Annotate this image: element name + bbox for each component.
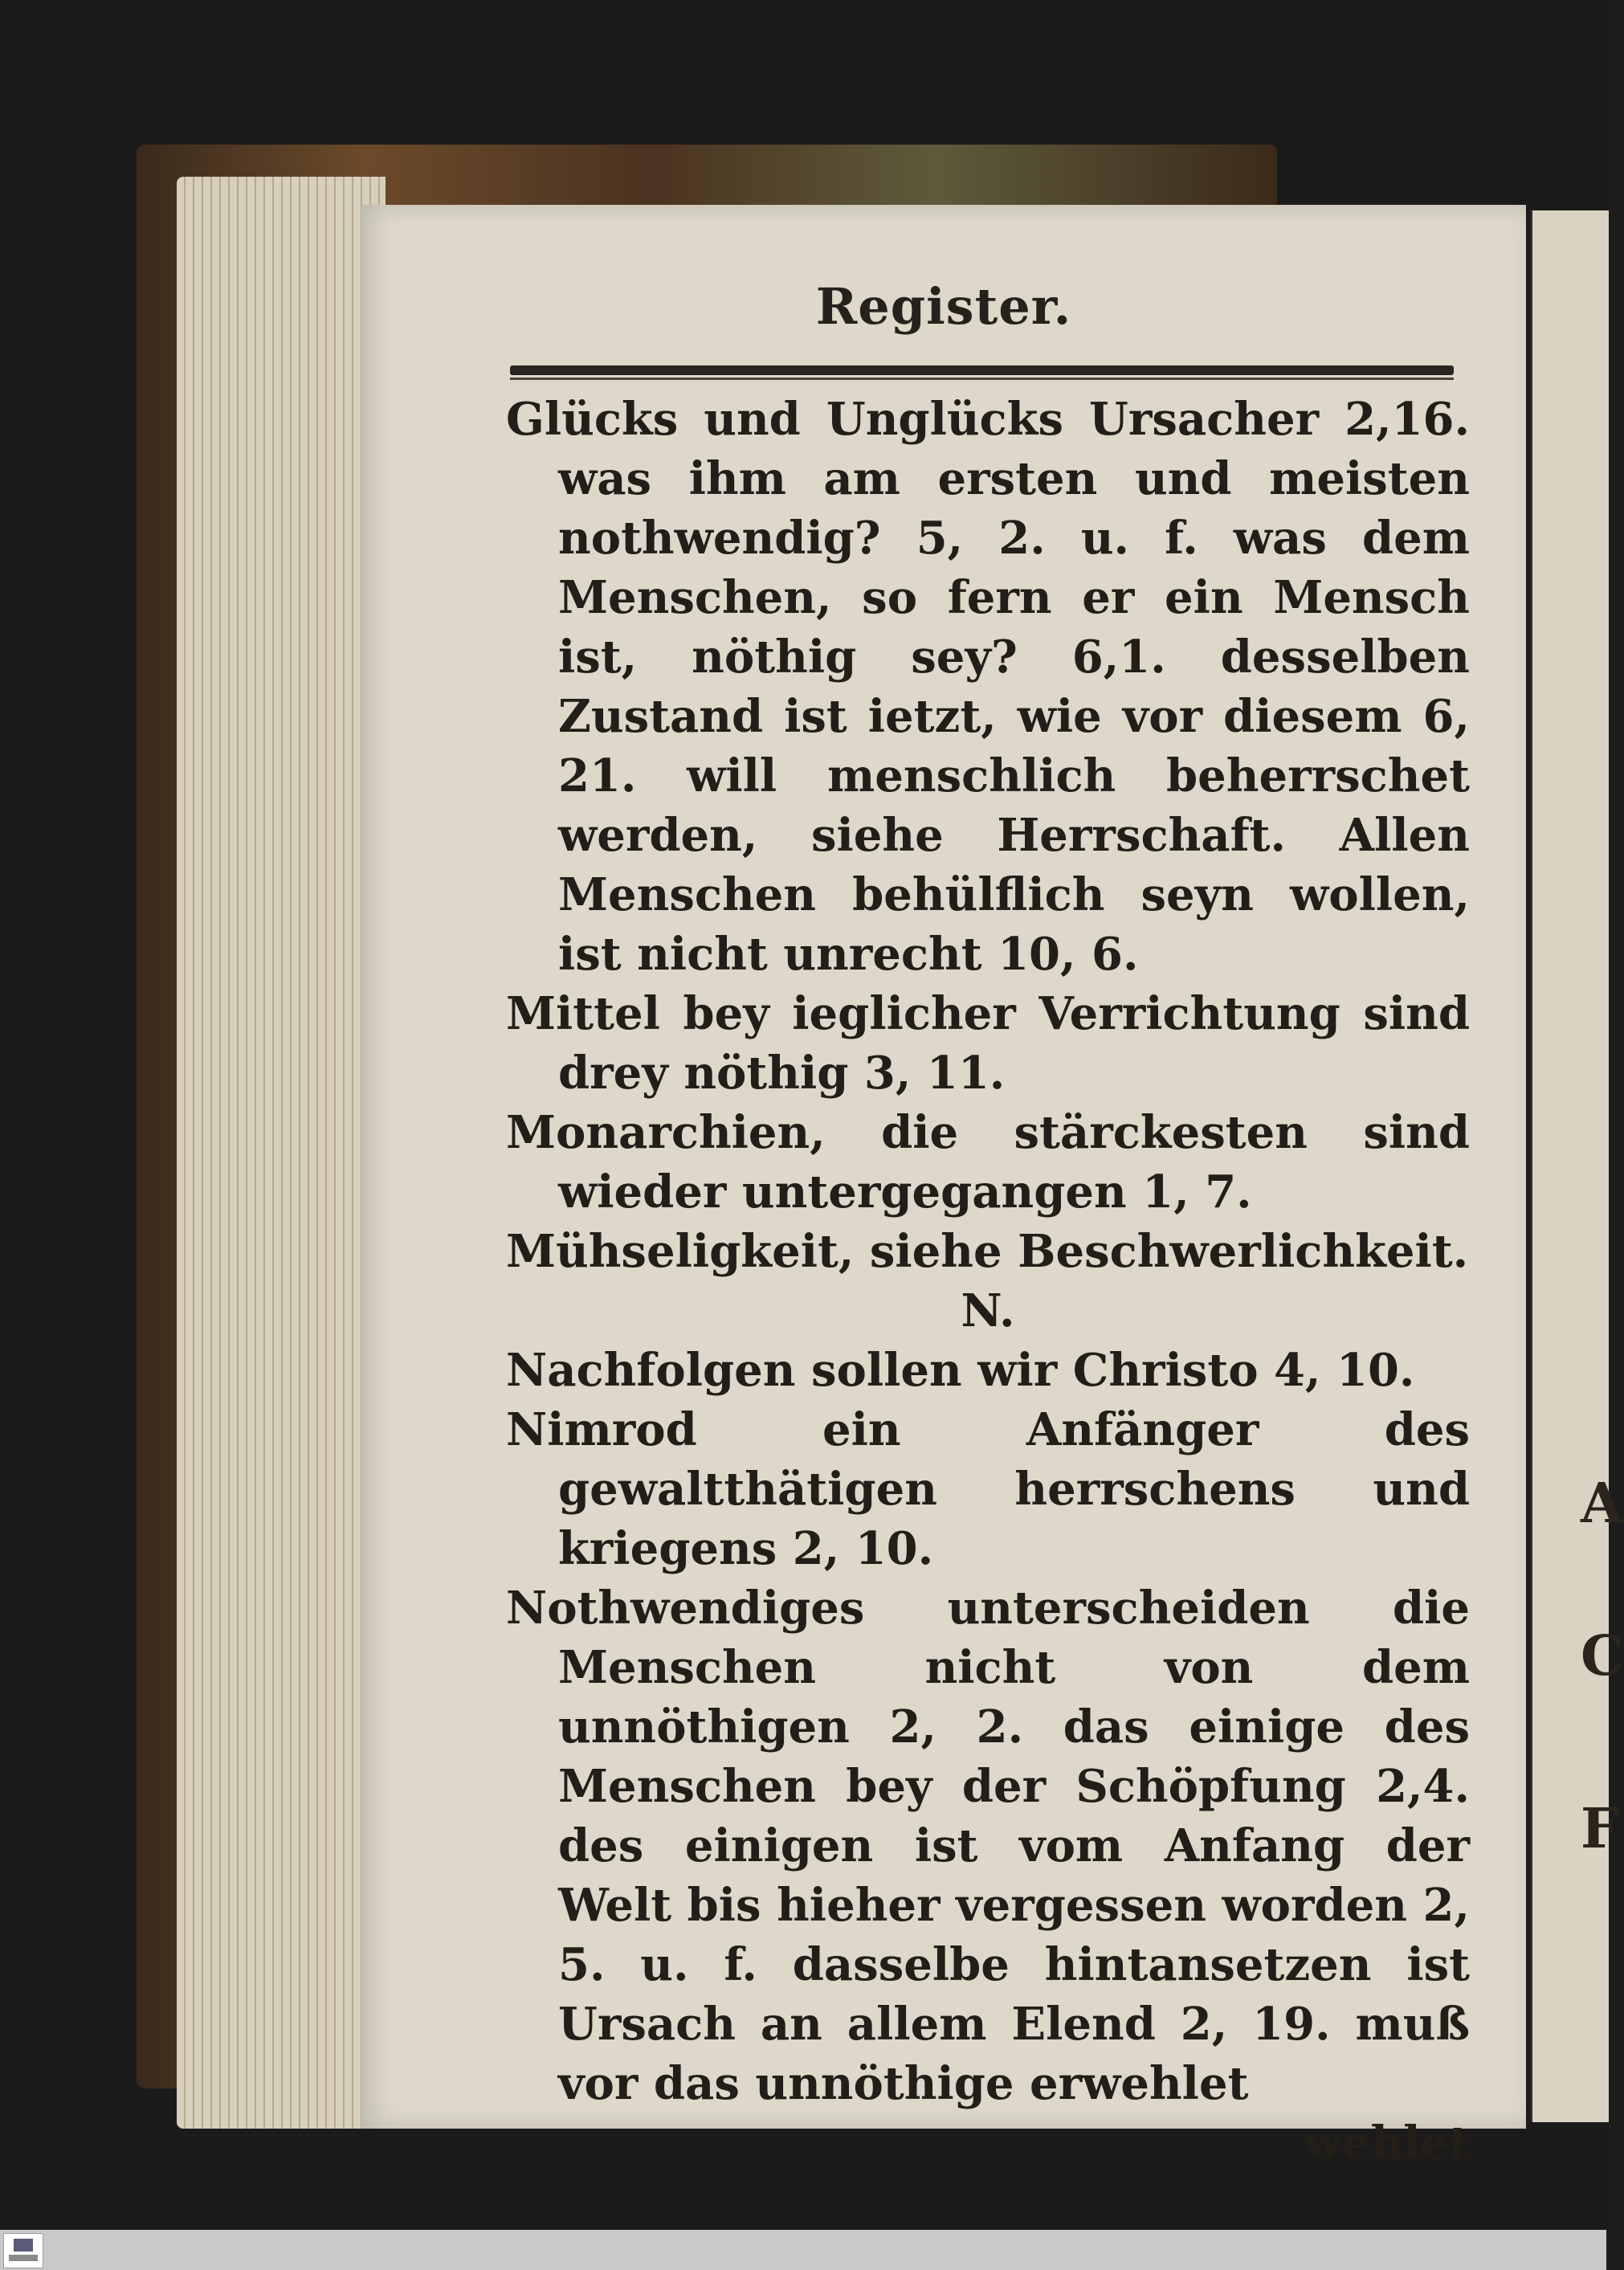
register-entry: Glücks und Unglücks Ursacher 2,16. was ihm am ersten und meisten nothwendig? 5, 2. u. f. was dem Menschen, so fern er ein Mensch ist, nöthig sey? 6,1. desselben Zustand ist ietzt, wie vor diesem 6, 21. will menschlich beherrschet werden, siehe Herrschaft. Allen Menschen behülflich seyn wollen, ist nicht unrecht 10, 6.	[506, 393, 1470, 981]
facing-page-fragments	[1532, 210, 1624, 2122]
viewer-footer-bar	[0, 2230, 1606, 2270]
logo-mark	[14, 2239, 33, 2252]
register-entry: Nimrod ein Anfänger des gewaltthätigen herrschens und kriegens 2, 10.	[506, 1403, 1470, 1575]
logo-text-block	[9, 2255, 38, 2261]
facing-page-edge	[1530, 210, 1624, 2122]
register-entry: Mühseligkeit, siehe Beschwerlichkeit.	[506, 1225, 1469, 1278]
facing-page-letter: A	[1581, 1472, 1623, 1536]
register-entries	[506, 390, 1470, 2173]
catchword: wehlet	[1303, 2117, 1470, 2170]
facing-page-letter: F	[1581, 1797, 1620, 1861]
header-rule	[510, 365, 1454, 375]
section-letter: N.	[961, 1284, 1015, 1337]
register-entry: Mittel bey ieglicher Verrichtung sind drey nöthig 3, 11.	[506, 987, 1470, 1100]
page-edges	[177, 177, 386, 2129]
library-logo-icon	[3, 2233, 43, 2268]
register-entry: Nothwendiges unterscheiden die Menschen nicht von dem unnöthigen 2, 2. das einige des Menschen bey der Schöpfung 2,4. des einigen ist vom Anfang der Welt bis hieher vergessen worden 2, 5. u. f. dasselbe hintansetzen ist Ursach an allem Elend 2, 19. muß vor das unnöthige erwehlet	[506, 1582, 1470, 2110]
register-entry: Nachfolgen sollen wir Christo 4, 10.	[506, 1344, 1415, 1397]
facing-page-letter: C	[1581, 1624, 1624, 1688]
page-header: Register.	[815, 277, 1072, 336]
register-entry: Monarchien, die stärckesten sind wieder untergegangen 1, 7.	[506, 1106, 1470, 1219]
